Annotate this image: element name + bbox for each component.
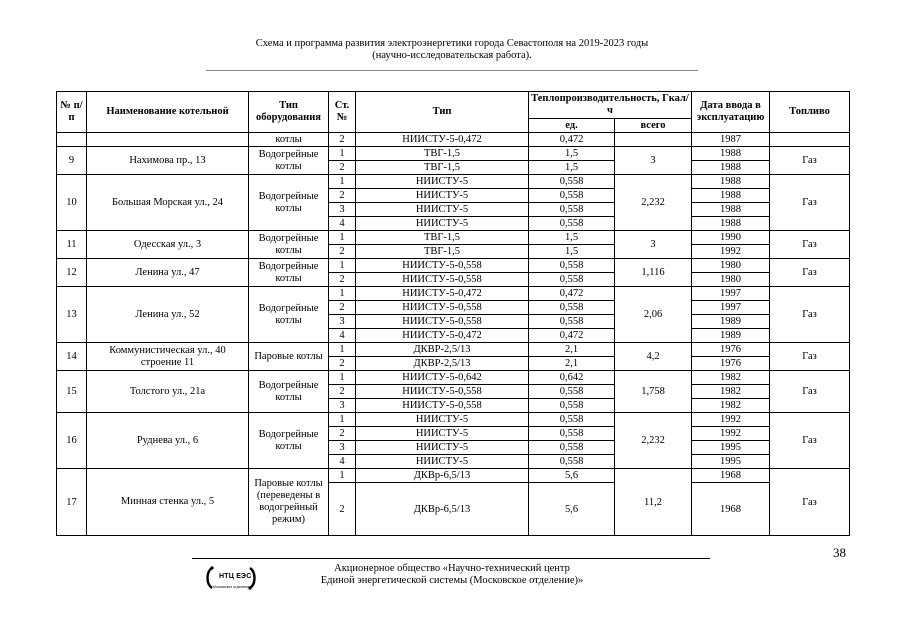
header-subtitle: (научно-исследовательская работа). <box>372 50 532 61</box>
cell-unit: 1,5 <box>529 161 615 175</box>
cell-name: Ленина ул., 52 <box>87 287 249 343</box>
cell-date: 1988 <box>692 217 770 231</box>
cell-total: 2,232 <box>615 413 692 469</box>
cell-station: 4 <box>329 329 356 343</box>
header-commission-date: Дата ввода в эксплуатацию <box>692 92 770 133</box>
cell-equipment: Водогрейные котлы <box>249 371 329 413</box>
cell-equipment: Водогрейные котлы <box>249 147 329 175</box>
cell-num: 14 <box>57 343 87 371</box>
cell-name: Руднева ул., 6 <box>87 413 249 469</box>
header-total: всего <box>615 119 692 133</box>
cell-unit: 0,558 <box>529 413 615 427</box>
cell-unit: 1,5 <box>529 147 615 161</box>
cell-date: 1989 <box>692 329 770 343</box>
cell-unit: 0,558 <box>529 217 615 231</box>
logo-subtext: Московское отделение <box>213 585 251 589</box>
cell-total: 2,06 <box>615 287 692 343</box>
cell-fuel: Газ <box>770 147 850 175</box>
table-row <box>57 343 850 357</box>
cell-date: 1992 <box>692 413 770 427</box>
cell-type: НИИСТУ-5-0,558 <box>356 399 529 413</box>
table-row <box>57 413 850 427</box>
cell-type: НИИСТУ-5-0,558 <box>356 301 529 315</box>
cell-station: 4 <box>329 217 356 231</box>
cell-unit: 0,472 <box>529 329 615 343</box>
footer-line-1: Акционерное общество «Научно-технический центр <box>334 563 570 574</box>
cell-unit: 0,558 <box>529 301 615 315</box>
cell-date: 1980 <box>692 273 770 287</box>
cell-station: 2 <box>329 427 356 441</box>
cell-station: 1 <box>329 469 356 483</box>
cell-date: 1995 <box>692 441 770 455</box>
cell-fuel: Газ <box>770 259 850 287</box>
cell-station: 3 <box>329 441 356 455</box>
cell-station: 2 <box>329 189 356 203</box>
header-type: Тип <box>356 92 529 133</box>
cell-unit: 0,558 <box>529 175 615 189</box>
cell-unit: 0,558 <box>529 441 615 455</box>
cell-unit: 0,472 <box>529 133 615 147</box>
cell-station: 2 <box>329 483 356 536</box>
cell-station: 3 <box>329 203 356 217</box>
cell-total: 3 <box>615 231 692 259</box>
cell-fuel: Газ <box>770 413 850 469</box>
cell-equipment: Водогрейные котлы <box>249 231 329 259</box>
cell-type: НИИСТУ-5-0,642 <box>356 371 529 385</box>
cell-num: 11 <box>57 231 87 259</box>
cell-station: 2 <box>329 357 356 371</box>
cell-type: НИИСТУ-5 <box>356 455 529 469</box>
header-name: Наименование котельной <box>87 92 249 133</box>
cell-station: 4 <box>329 455 356 469</box>
cell-unit: 0,558 <box>529 455 615 469</box>
cell-equipment: Водогрейные котлы <box>249 259 329 287</box>
cell-total <box>615 133 692 147</box>
cell-equipment: Паровые котлы <box>249 343 329 371</box>
header-equipment-type: Тип оборудования <box>249 92 329 133</box>
cell-unit: 0,558 <box>529 399 615 413</box>
cell-date: 1968 <box>692 483 770 536</box>
table-row <box>57 469 850 483</box>
cell-num <box>57 133 87 147</box>
header-station-num: Ст. № <box>329 92 356 133</box>
table-row-carry-over <box>57 133 850 147</box>
cell-unit: 2,1 <box>529 343 615 357</box>
cell-station: 1 <box>329 147 356 161</box>
cell-equipment: Водогрейные котлы <box>249 287 329 343</box>
cell-fuel: Газ <box>770 469 850 536</box>
cell-name: Толстого ул., 21а <box>87 371 249 413</box>
cell-station: 1 <box>329 231 356 245</box>
cell-num: 15 <box>57 371 87 413</box>
table-row <box>57 147 850 161</box>
cell-type: НИИСТУ-5-0,472 <box>356 287 529 301</box>
cell-date: 1989 <box>692 315 770 329</box>
cell-type: НИИСТУ-5 <box>356 217 529 231</box>
cell-unit: 0,642 <box>529 371 615 385</box>
cell-unit: 0,558 <box>529 427 615 441</box>
header-rule <box>206 70 698 71</box>
cell-equipment: котлы <box>249 133 329 147</box>
cell-station: 2 <box>329 301 356 315</box>
cell-unit: 1,5 <box>529 231 615 245</box>
cell-date: 1982 <box>692 371 770 385</box>
cell-date: 1988 <box>692 189 770 203</box>
cell-station: 2 <box>329 245 356 259</box>
cell-name: Ленина ул., 47 <box>87 259 249 287</box>
cell-name: Нахимова пр., 13 <box>87 147 249 175</box>
cell-unit: 0,558 <box>529 189 615 203</box>
cell-date: 1992 <box>692 245 770 259</box>
cell-equipment: Водогрейные котлы <box>249 175 329 231</box>
cell-date: 1988 <box>692 203 770 217</box>
cell-num: 17 <box>57 469 87 536</box>
cell-date: 1988 <box>692 161 770 175</box>
cell-unit: 5,6 <box>529 483 615 536</box>
page-number: 38 <box>833 545 846 560</box>
cell-station: 2 <box>329 161 356 175</box>
cell-date: 1992 <box>692 427 770 441</box>
cell-type: НИИСТУ-5-0,558 <box>356 259 529 273</box>
cell-station: 1 <box>329 371 356 385</box>
cell-total: 4,2 <box>615 343 692 371</box>
cell-date: 1982 <box>692 385 770 399</box>
cell-date: 1990 <box>692 231 770 245</box>
cell-total: 11,2 <box>615 469 692 536</box>
cell-date: 1976 <box>692 343 770 357</box>
cell-num: 16 <box>57 413 87 469</box>
cell-type: ДКВР-2,5/13 <box>356 343 529 357</box>
cell-station: 1 <box>329 287 356 301</box>
cell-fuel: Газ <box>770 371 850 413</box>
cell-total: 1,758 <box>615 371 692 413</box>
cell-type: ДКВР-2,5/13 <box>356 357 529 371</box>
cell-equipment: Паровые котлы (переведены в водогрейный режим) <box>249 469 329 536</box>
cell-name: Одесская ул., 3 <box>87 231 249 259</box>
cell-total: 3 <box>615 147 692 175</box>
cell-date: 1982 <box>692 399 770 413</box>
table-row <box>57 175 850 189</box>
cell-equipment: Водогрейные котлы <box>249 413 329 469</box>
cell-station: 1 <box>329 343 356 357</box>
cell-name: Минная стенка ул., 5 <box>87 469 249 536</box>
cell-fuel: Газ <box>770 175 850 231</box>
cell-unit: 0,558 <box>529 259 615 273</box>
cell-date: 1988 <box>692 175 770 189</box>
cell-date: 1997 <box>692 301 770 315</box>
cell-station: 1 <box>329 259 356 273</box>
cell-num: 10 <box>57 175 87 231</box>
cell-unit: 0,558 <box>529 315 615 329</box>
cell-fuel: Газ <box>770 287 850 343</box>
cell-unit: 0,558 <box>529 273 615 287</box>
header-num: № п/п <box>57 92 87 133</box>
cell-type: ДКВр-6,5/13 <box>356 483 529 536</box>
cell-station: 3 <box>329 315 356 329</box>
cell-unit: 2,1 <box>529 357 615 371</box>
cell-station: 2 <box>329 133 356 147</box>
footer-line-2: Единой энергетической системы (Московское отделение)» <box>320 575 584 586</box>
cell-unit: 0,558 <box>529 385 615 399</box>
cell-type: ТВГ-1,5 <box>356 161 529 175</box>
cell-name: Коммунистическая ул., 40 строение 11 <box>87 343 249 371</box>
cell-type: НИИСТУ-5-0,558 <box>356 273 529 287</box>
cell-date: 1968 <box>692 469 770 483</box>
document-footer <box>0 563 904 587</box>
cell-type: НИИСТУ-5 <box>356 413 529 427</box>
header-title: Схема и программа развития электроэнергетики города Севастополя на 2019-2023 годы <box>255 38 649 49</box>
cell-date: 1988 <box>692 147 770 161</box>
cell-fuel <box>770 133 850 147</box>
cell-type: НИИСТУ-5-0,558 <box>356 385 529 399</box>
cell-type: НИИСТУ-5 <box>356 427 529 441</box>
cell-type: ТВГ-1,5 <box>356 231 529 245</box>
table-row <box>57 371 850 385</box>
cell-name: Большая Морская ул., 24 <box>87 175 249 231</box>
cell-total: 1,116 <box>615 259 692 287</box>
table-row <box>57 259 850 273</box>
cell-station: 2 <box>329 273 356 287</box>
cell-unit: 0,472 <box>529 287 615 301</box>
table-row <box>57 287 850 301</box>
cell-date: 1995 <box>692 455 770 469</box>
cell-date: 1976 <box>692 357 770 371</box>
cell-type: НИИСТУ-5-0,558 <box>356 315 529 329</box>
cell-num: 12 <box>57 259 87 287</box>
document-header <box>0 38 904 62</box>
logo-text: НТЦ ЕЭС <box>219 573 252 580</box>
cell-station: 1 <box>329 175 356 189</box>
cell-unit: 1,5 <box>529 245 615 259</box>
cell-type: НИИСТУ-5 <box>356 203 529 217</box>
cell-name <box>87 133 249 147</box>
cell-unit: 5,6 <box>529 469 615 483</box>
cell-station: 2 <box>329 385 356 399</box>
cell-type: НИИСТУ-5 <box>356 441 529 455</box>
cell-unit: 0,558 <box>529 203 615 217</box>
cell-date: 1997 <box>692 287 770 301</box>
table-row <box>57 231 850 245</box>
cell-type: ТВГ-1,5 <box>356 147 529 161</box>
cell-num: 13 <box>57 287 87 343</box>
cell-type: НИИСТУ-5 <box>356 189 529 203</box>
footer-rule <box>192 558 710 559</box>
cell-num: 9 <box>57 147 87 175</box>
header-fuel: Топливо <box>770 92 850 133</box>
cell-type: ДКВр-6,5/13 <box>356 469 529 483</box>
boiler-table <box>56 91 850 536</box>
cell-date: 1980 <box>692 259 770 273</box>
cell-total: 2,232 <box>615 175 692 231</box>
cell-type: НИИСТУ-5-0,472 <box>356 133 529 147</box>
cell-type: ТВГ-1,5 <box>356 245 529 259</box>
cell-type: НИИСТУ-5 <box>356 175 529 189</box>
cell-fuel: Газ <box>770 343 850 371</box>
cell-station: 3 <box>329 399 356 413</box>
cell-fuel: Газ <box>770 231 850 259</box>
header-capacity: Теплопроизводительность, Гкал/ч <box>529 92 692 119</box>
cell-station: 1 <box>329 413 356 427</box>
header-unit: ед. <box>529 119 615 133</box>
cell-date: 1987 <box>692 133 770 147</box>
cell-type: НИИСТУ-5-0,472 <box>356 329 529 343</box>
